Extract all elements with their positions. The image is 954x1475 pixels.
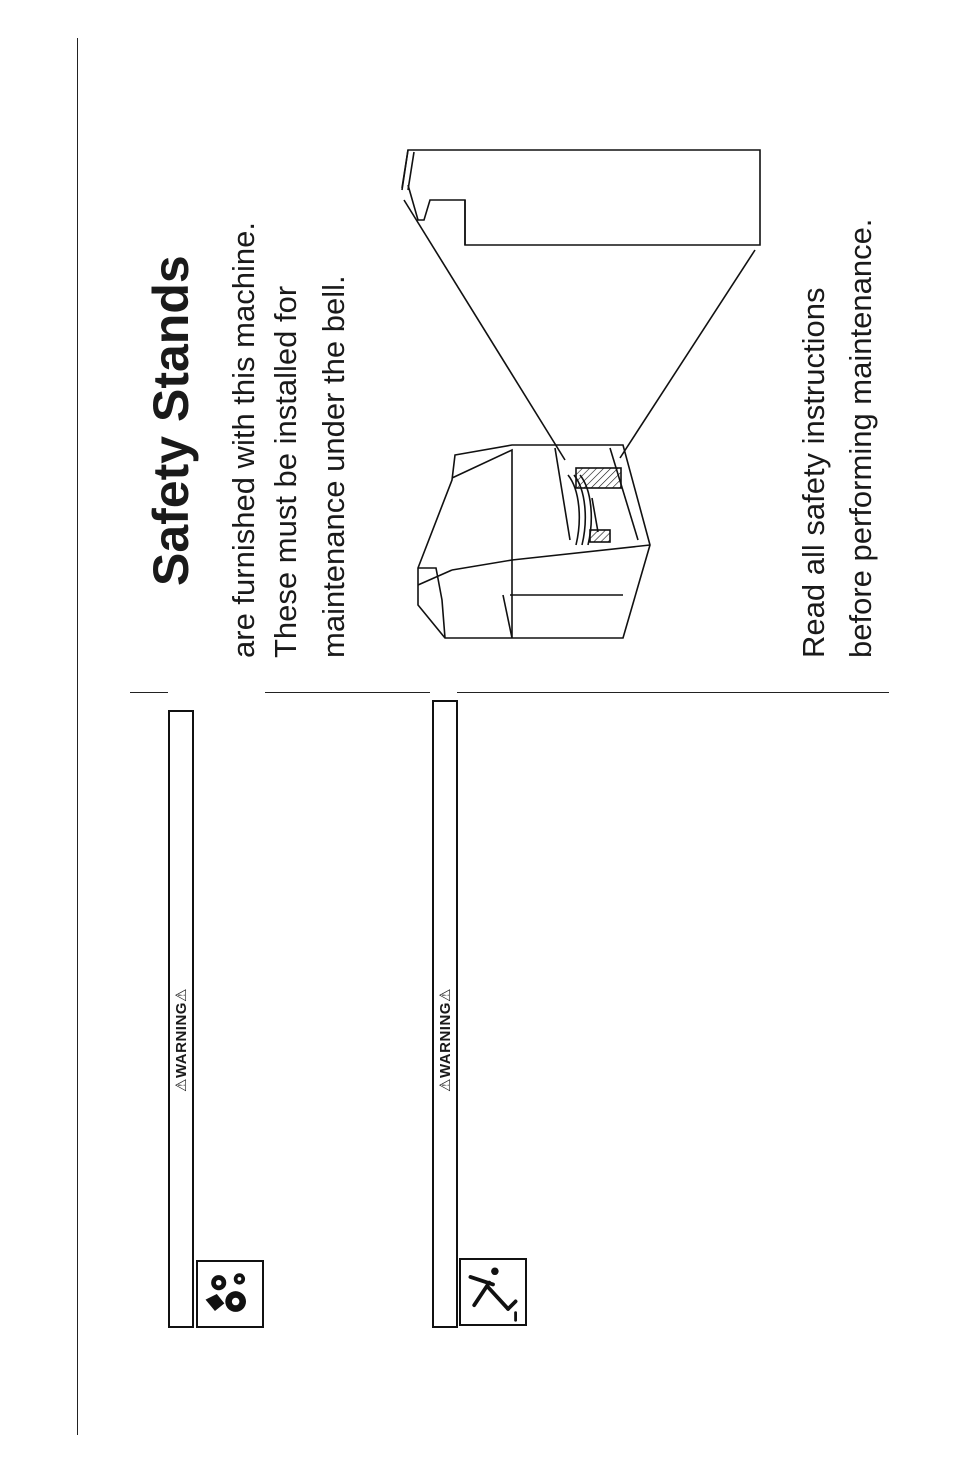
page-margin-line (77, 38, 78, 1435)
intro-line-3: maintenance under the bell. (316, 275, 351, 658)
warning-label-2: ⚠WARNING⚠ (437, 988, 454, 1092)
closing-line-2: before performing maintenance. (843, 218, 878, 658)
machine-illustration (380, 140, 780, 650)
intro-line-2: These must be installed for (268, 285, 303, 658)
callout-line (404, 200, 565, 460)
stand-detail-enlarged (402, 150, 760, 245)
divider-segment (457, 692, 889, 693)
warning-icon-box-2 (459, 1258, 527, 1326)
page-title: Safety Stands (143, 255, 199, 586)
divider-segment (265, 692, 430, 693)
closing-line-1: Read all safety instructions (796, 287, 831, 658)
falling-person-icon (461, 1260, 525, 1324)
machine-body (418, 445, 650, 638)
warning-icon-box-1 (196, 1260, 264, 1328)
callout-line (620, 250, 755, 458)
entanglement-gears-icon (198, 1262, 262, 1326)
intro-line-1: are furnished with this machine. (226, 222, 261, 658)
divider-segment (130, 692, 168, 693)
warning-label-1: ⚠WARNING⚠ (173, 988, 190, 1092)
